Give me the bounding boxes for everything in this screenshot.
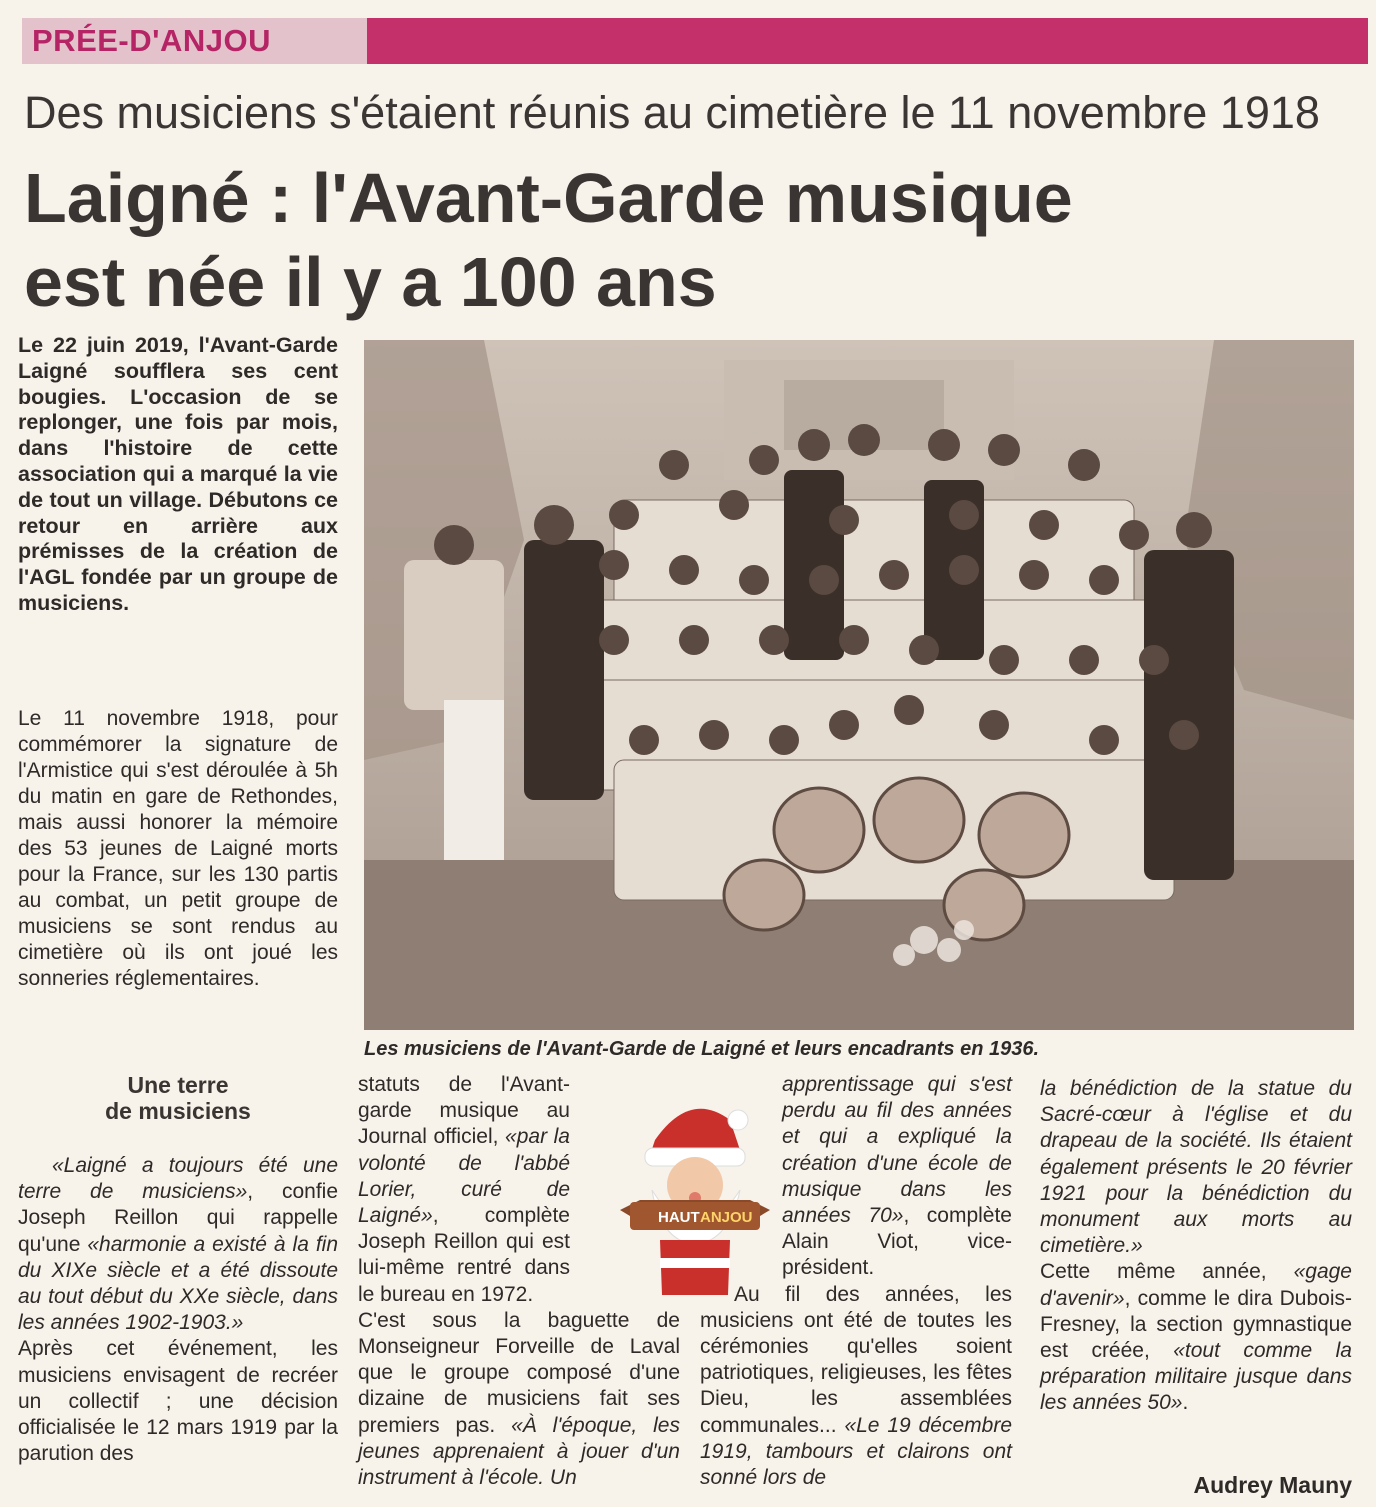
quote: la bénédiction de la statue du Sacré-cœur à l'église et du drapeau de la société. Ils étaient également présents le 20 février 1921 pour la bénédiction du monument aux morts au cimetière.»: [1040, 1077, 1352, 1258]
column-4-paragraph-2: [1040, 1259, 1352, 1416]
lead-paragraph: Le 22 juin 2019, l'Avant-Garde Laigné soufflera ses cent bougies. L'occasion de se replonger, une fois par mois, dans l'histoire de cette association qui a marqué la vie de tout un village. Débutons ce retour en arrière aux prémisses de la création de l'AGL fondée par un groupe de musiciens.: [18, 333, 338, 615]
section-tag: PRÉE-D'ANJOU: [22, 18, 367, 64]
intro-paragraph: Le 11 novembre 1918, pour commémorer la signature de l'Armistice qui s'est déroulée à 5h du matin en gare de Rethondes, mais aussi honorer la mémoire des 53 jeunes de Laigné morts pour la France, sur les 130 partis au combat, un petit groupe de musiciens se sont rendus au cimetière où ils ont joué les sonneries réglementaires.: [18, 707, 338, 990]
logo-text-left: HAUT: [658, 1209, 700, 1226]
quote: «gage d'avenir»: [1040, 1260, 1352, 1310]
text: statuts de l'Avant-garde musique au Journal officiel,: [358, 1073, 570, 1149]
headline-line-1: Laigné : l'Avant-Garde musique: [24, 159, 1073, 237]
quote: «Le 19 décembre 1919, tambours et clairons ont sonné lors de: [700, 1413, 1013, 1490]
column-1-paragraph-1: [18, 1153, 338, 1336]
group-photo: [364, 340, 1354, 1030]
column-3-paragraph-2: [700, 1282, 1012, 1492]
column-1-paragraph-2: Après cet événement, les musiciens envisagent de recréer un collectif ; une décision officialisée le 12 mars 1919 par la parution des: [18, 1337, 338, 1466]
headline-line-2: est née il y a 100 ans: [24, 243, 717, 321]
quote: «par la volonté de l'abbé Lorier, curé de Laigné»: [358, 1125, 570, 1228]
article-column-4: [1040, 1076, 1352, 1417]
text: Au fil des années, les musiciens ont été de toutes les cérémonies qu'elles soient patriotiques, religieuses, les fêtes Dieu, les assemblées communales...: [700, 1282, 1012, 1437]
quote: «harmonie a existé à la fin du XIXe siècle et a été dissoute au tout début du XXe siècle, dans les années 1902-1903.»: [18, 1232, 338, 1335]
kicker: Des musiciens s'étaient réunis au cimetière le 11 novembre 1918: [24, 87, 1320, 138]
text: , complète Alain Viot, vice-président.: [782, 1204, 1012, 1280]
logo-text-right: ANJOU: [700, 1209, 753, 1226]
subheading-line-2: de musiciens: [105, 1098, 251, 1124]
text: C'est sous la baguette de Monseigneur Forveille de Laval que le groupe composé d'une dizaine de musiciens fait ses premiers pas.: [358, 1308, 680, 1437]
quote: «À l'époque, les jeunes apprenaient à jouer d'un instrument à l'école. Un: [358, 1413, 680, 1490]
subheading: [18, 1072, 338, 1124]
haut-anjou-logo: [600, 1090, 775, 1300]
quote: apprentissage qui s'est perdu au fil des années et qui a expliqué la création d'une école de musique dans les années 70»: [782, 1073, 1012, 1228]
byline: Audrey Mauny: [1193, 1472, 1352, 1498]
section-banner: [22, 18, 1368, 64]
subheading-line-1: Une terre: [127, 1072, 229, 1098]
photo-caption: Les musiciens de l'Avant-Garde de Laigné et leurs encadrants en 1936.: [364, 1038, 1040, 1060]
santa-icon: [600, 1090, 775, 1300]
group-photo-illustration: [364, 340, 1354, 1030]
column-2-paragraph-2: [358, 1308, 680, 1491]
quote: «Laigné a toujours été une terre de musiciens»: [18, 1154, 338, 1204]
text: Cette même année,: [1040, 1260, 1294, 1284]
text: .: [1182, 1391, 1189, 1415]
quote: «tout comme la préparation militaire jusque dans les années 50»: [1040, 1339, 1352, 1415]
headline: [24, 156, 1364, 324]
text: , complète Joseph Reillon qui est lui-même rentré dans le bureau en 1972.: [358, 1204, 570, 1306]
column-4-paragraph-1: [1040, 1076, 1352, 1259]
text: , confie Joseph Reillon qui rappelle qu'une: [18, 1180, 338, 1256]
article-column-1: [18, 1153, 338, 1467]
text: , comme le dira Dubois-Fresney, la section gymnastique est créée,: [1040, 1286, 1352, 1363]
